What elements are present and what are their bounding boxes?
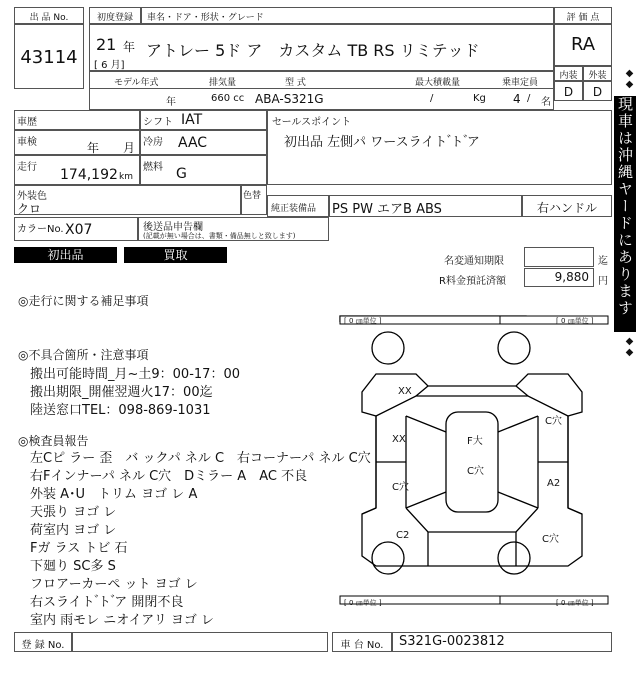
score-value: RA <box>570 34 596 55</box>
exterior-color-label: 外装色 <box>17 191 47 202</box>
name-change-value-box <box>524 247 594 267</box>
chassis-label-cell <box>332 632 392 652</box>
car-name-label-cell <box>141 7 554 24</box>
chassis-number: S321G-0023812 <box>399 634 505 649</box>
banner-top-diamonds: ◆◆ <box>624 68 635 90</box>
defect-line: 陸送窓口TEL：098-869-1031 <box>30 403 211 418</box>
color-no-cell <box>14 217 138 241</box>
sales-point-text: 初出品 左側パ ワースライト ゙ト ゙ア <box>284 135 480 150</box>
sales-point-label: セールスポイント <box>272 117 352 128</box>
spec-capacity-unit: 名 <box>541 97 551 108</box>
inspection-cell <box>14 130 140 155</box>
hood-line <box>376 396 568 416</box>
color-change-label: 色替 <box>243 191 262 201</box>
recycle-unit: 円 <box>598 276 608 287</box>
name-change-suffix: 迄 <box>598 256 608 267</box>
lot-label: 出 品 No. <box>29 13 69 23</box>
inspector-line: Fガ ラス トビ 石 <box>30 541 128 556</box>
car-name-label: 車名・ドア・形状・グレード <box>147 13 264 23</box>
spec-header-model-year: モデル年式 <box>114 78 159 88</box>
steering-cell <box>522 195 612 217</box>
color-change-cell <box>241 185 267 215</box>
recycle-amount: 9,880 <box>554 270 589 284</box>
registration-label-cell <box>14 632 72 652</box>
exterior-grade: D <box>592 85 603 99</box>
fuel-value: G <box>176 166 187 182</box>
mileage-unit: km <box>119 172 133 182</box>
history-label: 車歴 <box>17 117 37 128</box>
first-reg-label: 初度登録 <box>96 13 133 23</box>
fuel-label: 燃料 <box>143 162 163 173</box>
ac-label: 冷房 <box>143 137 163 148</box>
history-cell <box>14 110 140 130</box>
lot-number: 43114 <box>20 47 78 68</box>
registration-label: 登 録 No. <box>21 640 65 651</box>
first-reg-month: [ 6 月] <box>94 60 125 71</box>
inspection-label: 車検 <box>17 137 37 148</box>
exterior-label: 外装 <box>588 71 607 81</box>
side-banner-text: 現車は沖縄ヤードにあります <box>616 96 634 317</box>
spec-model: ABA-S321G <box>255 92 324 106</box>
mark-c2: C2 <box>396 530 410 541</box>
inspector-line: 天張り ヨゴ レ <box>30 505 117 520</box>
exterior-label-cell <box>583 66 612 81</box>
shift-value: IAT <box>181 112 203 128</box>
ac-value: AAC <box>178 135 208 151</box>
exterior-color-cell <box>14 185 241 215</box>
spec-header-displacement: 排気量 <box>209 78 237 88</box>
first-reg-year-unit: 年 <box>123 40 136 54</box>
car-name-cell <box>89 24 554 71</box>
spec-model-year-unit: 年 <box>166 97 176 108</box>
inspector-line: 右Fインナーパ ネル C穴 Dミラー A AC 不良 <box>30 469 308 484</box>
inspector-line: フロアーカーペ ット ヨゴ レ <box>30 577 198 592</box>
mark-c-hole-left: C穴 <box>392 482 409 493</box>
front-left-tire <box>372 332 404 364</box>
mileage-label: 走行 <box>17 162 37 173</box>
fuel-cell <box>140 155 267 185</box>
diagram-top-left-label: [ 0 ㎝単位 ] <box>344 317 382 325</box>
driving-notes-header: ◎走行に関する補足事項 <box>18 294 149 308</box>
docs-note: (記載が無い場合は、書類・備品無しと致します) <box>143 232 296 240</box>
spec-header-row <box>89 71 554 89</box>
genuine-label-cell <box>267 195 329 217</box>
lot-label-cell <box>14 7 84 24</box>
mark-c-hole-right-rear: C穴 <box>542 534 559 545</box>
defects-header: ◎不具合箇所・注意事項 <box>18 348 149 362</box>
score-cell <box>554 24 612 66</box>
docs-label: 後送品申告欄 <box>143 222 203 233</box>
spec-capacity-slash: / <box>527 93 531 104</box>
inspector-line: 室内 雨モレ ニオイアリ ヨゴ レ <box>30 613 214 628</box>
recycle-label: R料金預託済額 <box>439 276 506 287</box>
inspector-line: 荷室内 ヨゴ レ <box>30 523 117 538</box>
lot-number-cell <box>14 24 84 89</box>
front-right-tire <box>498 332 530 364</box>
spec-header-model: 型 式 <box>285 78 306 88</box>
chassis-value-cell <box>392 632 612 652</box>
spec-capacity: 4 <box>513 92 521 106</box>
chassis-label: 車 台 No. <box>340 640 384 651</box>
genuine-value-cell <box>329 195 522 217</box>
mileage-cell <box>14 155 140 185</box>
genuine-label: 純正装備品 <box>271 204 317 214</box>
diagram-bottom-left-label: [ 0 ㎝単位 ] <box>344 599 382 607</box>
score-label: 評 価 点 <box>566 13 600 23</box>
mark-xx-lower: XX <box>392 434 406 445</box>
mark-xx-upper: XX <box>398 386 412 397</box>
interior-label-cell <box>554 66 583 81</box>
purchase-tag: 買取 <box>124 247 227 263</box>
exterior-grade-cell <box>583 81 612 101</box>
ac-cell <box>140 130 267 155</box>
side-banner <box>614 96 636 332</box>
car-name: アトレー 5ド ア カスタム TB RS リミテッド <box>146 41 480 60</box>
inspection-month: 月 <box>123 141 136 155</box>
spec-header-capacity: 乗車定員 <box>502 78 539 88</box>
defect-line: 搬出期限_開催翌週火17：00迄 <box>30 385 213 400</box>
banner-bottom-diamonds: ◆◆ <box>624 336 635 358</box>
first-reg-year: 21 <box>96 35 117 54</box>
inspector-line: 下廻り SC多 S <box>30 559 116 574</box>
diagram-top-right-label: [ 0 ㎝単位 ] <box>556 317 594 325</box>
interior-grade-cell <box>554 81 583 101</box>
mark-c-hole-roof: C穴 <box>467 466 484 477</box>
spec-max-load-unit: Kg <box>473 93 486 104</box>
inspector-line: 左Cピ ラー 歪 バ ックパ ネル C 右コーナーパ ネル C穴 <box>30 451 371 466</box>
recycle-value-box <box>524 268 594 287</box>
color-no-label: カラーNo. <box>17 224 64 235</box>
spec-header-max-load: 最大積載量 <box>415 78 461 88</box>
rear-right-tire <box>498 542 530 574</box>
mark-a2: A2 <box>547 478 561 489</box>
docs-cell <box>138 217 329 241</box>
spec-value-row <box>89 89 554 110</box>
color-no-value: X07 <box>65 222 93 238</box>
steering-value: 右ハンドル <box>536 201 597 215</box>
defect-line: 搬出可能時間_月~土9：00-17：00 <box>30 367 240 382</box>
genuine-value: PS PW エアB ABS <box>332 202 442 217</box>
shift-cell <box>140 110 267 130</box>
inspector-header: ◎検査員報告 <box>18 434 89 448</box>
name-change-label: 名変通知期限 <box>444 256 504 267</box>
shift-label: シフト <box>143 117 173 128</box>
score-label-cell <box>554 7 612 24</box>
first-listing-tag: 初出品 <box>14 247 117 263</box>
inspection-year: 年 <box>87 141 100 155</box>
exterior-color-value: クロ <box>17 202 42 216</box>
spec-displacement: 660 cc <box>211 93 245 104</box>
diagram-bottom-right-label: [ 0 ㎝単位 ] <box>556 599 594 607</box>
mark-f-large: F大 <box>467 436 483 447</box>
rear-left-tire <box>372 542 404 574</box>
spec-max-load-slash: / <box>430 93 434 104</box>
interior-grade: D <box>563 85 574 99</box>
registration-value-cell <box>72 632 328 652</box>
mark-c-hole-right-door: C穴 <box>545 416 562 427</box>
interior-label: 内装 <box>559 71 578 81</box>
mileage-value: 174,192 <box>60 167 118 183</box>
sales-point-cell <box>267 110 612 185</box>
inspector-line: 外装 A･U トリム ヨゴ レ A <box>30 487 198 502</box>
first-reg-label-cell <box>89 7 141 24</box>
inspector-line: 右スライト ゙ト ゙ア 開閉不良 <box>30 595 184 610</box>
